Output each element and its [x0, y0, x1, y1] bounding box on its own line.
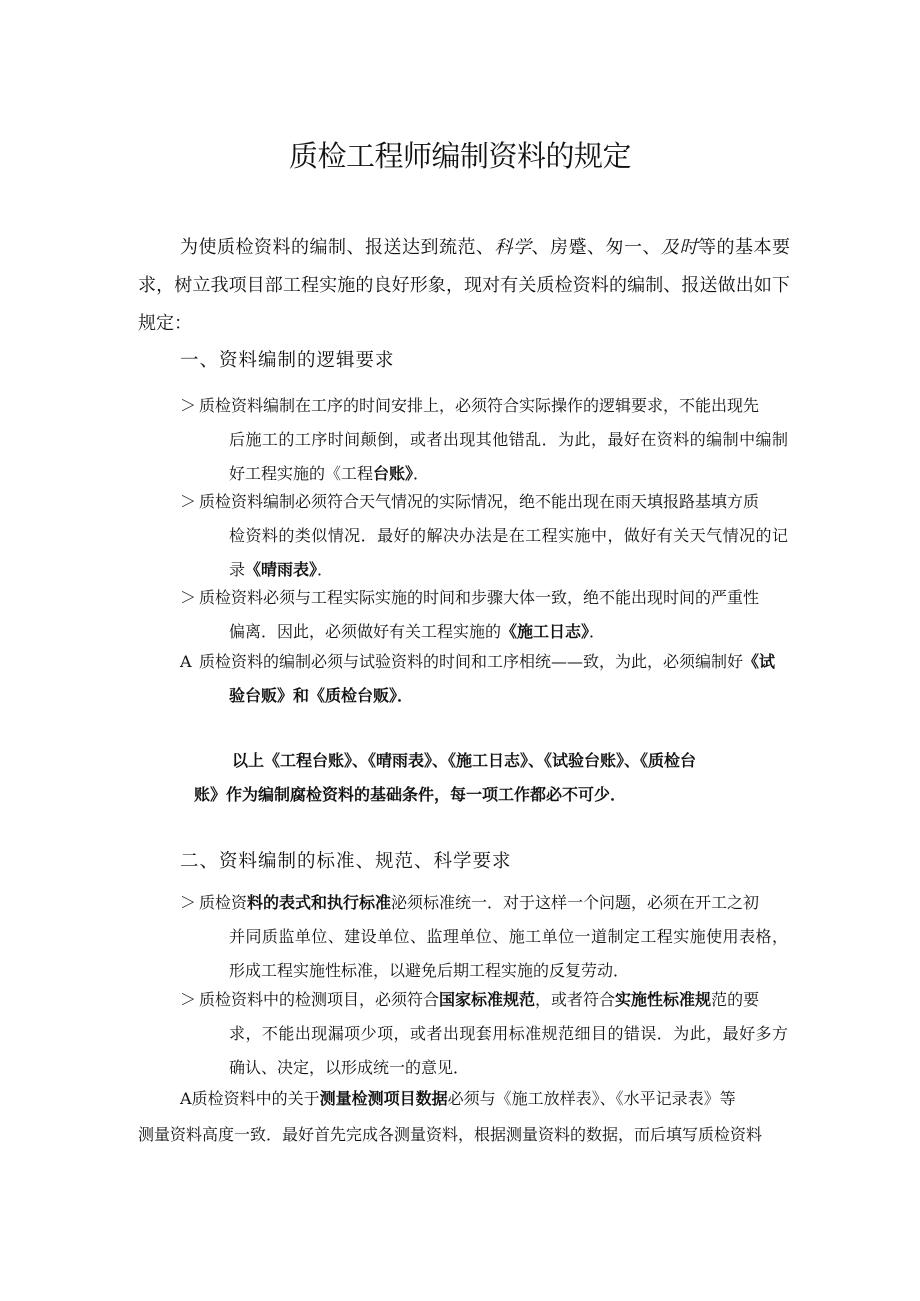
- section-1-heading: 一、资料编制的逻辑要求: [180, 350, 395, 371]
- intro-paragraph: [138, 229, 790, 343]
- item-bold-text: 实施性标准规: [615, 990, 712, 1009]
- item-text: 质检资料中的检测项目，必须符合: [199, 990, 440, 1009]
- item-end: ．: [589, 622, 606, 641]
- item-bold-text: 台账》: [373, 464, 414, 483]
- item-text: 范的要: [711, 990, 760, 1009]
- item-text: 质检资料必须与工程实际实施的时间和步骤大体一致，绝不能出现时间的严重性: [199, 588, 760, 607]
- item-bold-text: 国家标准规范: [439, 990, 536, 1009]
- item-bold-text: 《晴雨表》: [245, 560, 318, 579]
- item-text: 泌须标准统一．对于这样一个问题，必须在开工之初: [391, 893, 760, 912]
- last-paragraph: [138, 1081, 790, 1153]
- item-text: 测量资料高度一致．最好首先完成各测量资料，根据测量资料的数据，而后填写质检资料: [138, 1125, 763, 1144]
- item-bold-text: 验台贩》和《质检台贩》: [229, 686, 398, 705]
- bullet-marker: A: [180, 1089, 192, 1108]
- item-text: 质检资料编制在工序的时间安排上，必须符合实际操作的逻辑要求，不能出现先: [199, 396, 760, 415]
- item-bold-text: 《试: [743, 652, 776, 671]
- item-text: 并同质监单位、建设单位、监理单位、施工单位一道制定工程实施使用表格，形成工程实施性标准，以避免后期工程实施的反复劳动．: [229, 927, 788, 980]
- list-item: [180, 389, 788, 491]
- summary-line-2: 账》作为编制腐检资料的基础条件，每一项工作都必不可少．: [194, 785, 627, 804]
- item-end: ．: [317, 560, 334, 579]
- item-text: ，或者符合: [535, 990, 616, 1009]
- item-bold-text: 测量检测项目数据: [319, 1089, 448, 1108]
- bullet-marker: ＞: [180, 893, 197, 912]
- item-bold-text: 《施工日志》: [501, 622, 590, 641]
- bullet-marker: ＞: [180, 492, 197, 511]
- intro-italic-1: 科学: [494, 237, 532, 258]
- intro-italic-2: 及时: [661, 237, 698, 258]
- list-item: [180, 581, 788, 649]
- item-text: 求，不能出现漏项少项，或者出现套用标准规范细目的错误．为此，最好多方确认、决定，以形成统一的意见．: [229, 1024, 788, 1077]
- item-bold-text: 料的表式和执行标准: [247, 893, 392, 912]
- list-item: [180, 645, 788, 713]
- item-text: 质检资: [199, 893, 248, 912]
- item-end: ．: [413, 464, 430, 483]
- bullet-marker: ＞: [180, 396, 197, 415]
- item-text: 后施工的工序时间颠倒，或者出现其他错乱．为此，最好在资料的编制中编制好工程实施的《工程: [229, 430, 788, 483]
- intro-tail: 等的基本要求，树立我项目部工程实施的良好形象，现对有关质检资料的编制、报送做出如下规定：: [138, 237, 790, 334]
- item-end: ．: [397, 686, 414, 705]
- intro-lead: 为使质检资料的编制、报送达到巯范、: [180, 237, 495, 258]
- bullet-marker: ＞: [180, 588, 197, 607]
- list-item: [180, 983, 788, 1085]
- item-text: 必须与《施工放样表》、《水平记录表》等: [447, 1089, 736, 1108]
- item-text: 质检资料的编制必须与试验资料的时间和工序相统——致，为此，必须编制好: [199, 652, 744, 671]
- item-text: 质检资料编制必须符合天气情况的实际情况，绝不能出现在雨天填报路基填方质: [199, 492, 760, 511]
- intro-mid: 、房蹙、匆一、: [531, 237, 661, 258]
- item-text: 检资料的类似情况．最好的解决办法是在工程实施中，做好有关天气情况的记录: [229, 526, 788, 579]
- summary-line-1: 以上《工程台账》、《晴雨表》、《施工日志》、《试验台账》、《质检台: [232, 751, 697, 770]
- page-title: 质检工程师编制资料的规定: [288, 139, 631, 173]
- bullet-marker: ＞: [180, 990, 197, 1009]
- list-item: [180, 886, 788, 988]
- summary-paragraph: [180, 744, 788, 812]
- section-2-heading: 二、资料编制的标准、规范、科学要求: [180, 851, 512, 872]
- list-item: [180, 485, 788, 587]
- bullet-marker: A: [180, 652, 192, 671]
- item-text: 偏离．因此，必须做好有关工程实施的: [229, 622, 502, 641]
- item-text: 质检资料中的关于: [191, 1089, 320, 1108]
